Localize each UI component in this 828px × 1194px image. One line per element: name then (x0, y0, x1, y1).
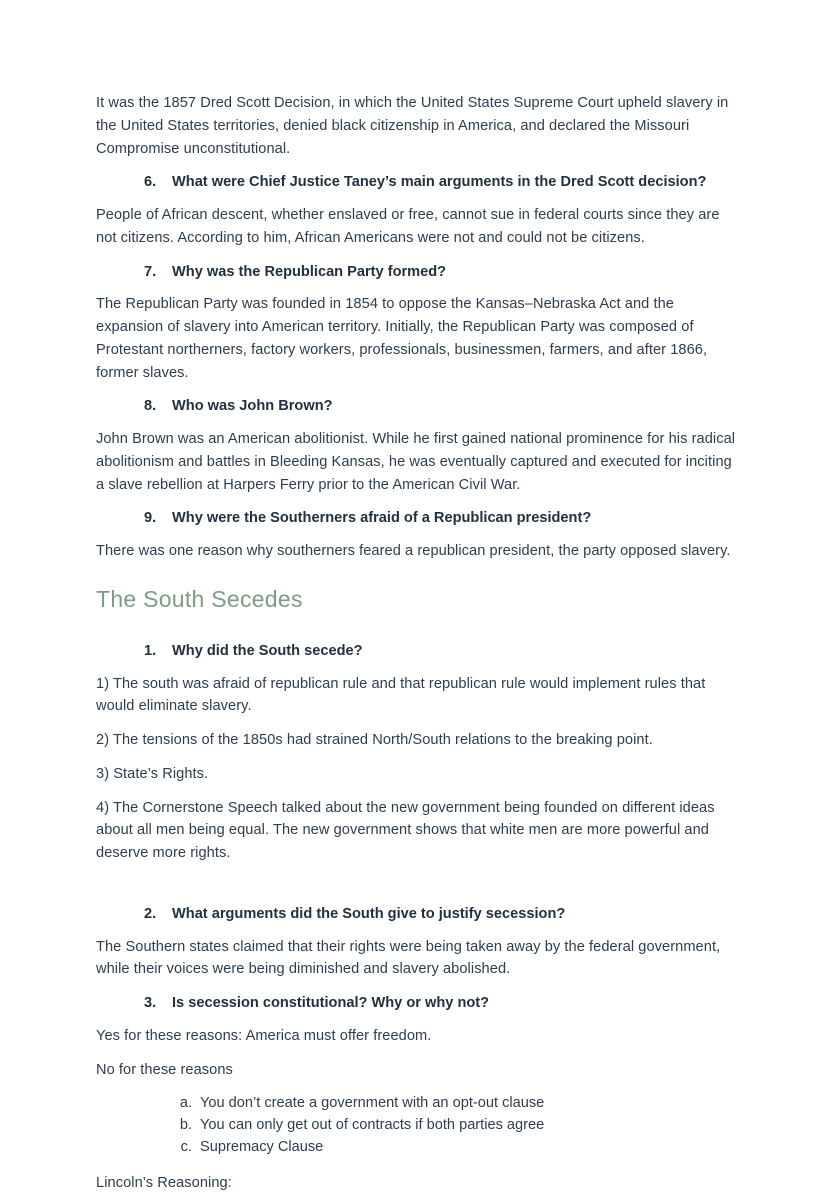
question-number-8: 8. (144, 398, 157, 415)
question-number-9: 9. (144, 510, 157, 527)
list-marker-b: b. (179, 1117, 192, 1134)
question-text-7: Why was the Republican Party formed? (172, 263, 447, 280)
list-item (168, 1093, 736, 1114)
answer-paragraph-9: There was one reason why southerners feared a republican president, the party opposed slavery. (96, 543, 731, 560)
section-answer-1-part-1: 1) The south was afraid of republican rule and that republican rule would implement rules that would eliminate slavery. (96, 675, 706, 715)
section-heading-the-south-secedes: The South Secedes (96, 586, 303, 613)
question-heading-6 (96, 171, 736, 194)
question-text-8: Who was John Brown? (172, 398, 333, 415)
section-question-heading-1 (96, 640, 736, 663)
question-text-9: Why were the Southerners afraid of a Republican president? (172, 510, 592, 527)
section-answer-1-part-2: 2) The tensions of the 1850s had strained North/South relations to the breaking point. (96, 732, 653, 749)
question-text-6: What were Chief Justice Taney’s main arguments in the Dred Scott decision? (172, 174, 707, 191)
answer-paragraph-6: People of African descent, whether enslaved or free, cannot sue in federal courts since they are not citizens. According to him, African Americans were not and could not be citizens. (96, 207, 720, 246)
answer-paragraph-7: The Republican Party was founded in 1854 to oppose the Kansas–Nebraska Act and the expansion of slavery into American territory. Initially, the Republican Party was composed of Protestant northerners, factory workers, professionals, businessmen, farmers, and after 1866, former slaves. (96, 296, 708, 381)
section-question-number-1: 1. (144, 642, 157, 659)
section-question-heading-3 (96, 992, 736, 1015)
list-marker-a: a. (179, 1095, 192, 1112)
paragraph-spacer (96, 876, 736, 903)
section-answer-1-part-4: 4) The Cornerstone Speech talked about the new government being founded on different ideas about all men being equal. The new government shows that white men are more powerful and deserve more rights. (96, 799, 715, 862)
list-text-c: Supremacy Clause (200, 1138, 324, 1155)
section-question-text-3: Is secession constitutional? Why or why not? (172, 995, 490, 1012)
list-text-b: You can only get out of contracts if both parties agree (200, 1117, 545, 1134)
answer-paragraph-8: John Brown was an American abolitionist. While he first gained national prominence for his radical abolitionism and battles in Bleeding Kansas, he was eventually captured and executed for inciting a slave rebellion at Harpers Ferry prior to the American Civil War. (96, 431, 736, 493)
section-question-number-3: 3. (144, 995, 157, 1012)
document-body (96, 92, 736, 1194)
list-marker-c: c. (180, 1138, 192, 1155)
section-answer-3-no-line: No for these reasons (96, 1061, 233, 1078)
section-answer-1-part-3: 3) State’s Rights. (96, 765, 209, 782)
question-number-6: 6. (144, 174, 157, 191)
question-heading-8 (96, 395, 736, 418)
section-question-text-1: Why did the South secede? (172, 642, 363, 659)
question-number-7: 7. (144, 263, 157, 280)
section-question-heading-2 (96, 903, 736, 926)
list-item (168, 1115, 736, 1136)
list-item (168, 1137, 736, 1158)
section-question-text-2: What arguments did the South give to justify secession? (172, 905, 566, 922)
list-text-a: You don’t create a government with an opt-out clause (200, 1095, 545, 1112)
question-heading-7 (96, 261, 736, 284)
section-answer-paragraph-2: The Southern states claimed that their rights were being taken away by the federal government, while their voices were being diminished and slavery abolished. (96, 938, 721, 978)
intro-paragraph: It was the 1857 Dred Scott Decision, in which the United States Supreme Court upheld slavery in the United States territories, denied black citizenship in America, and declared the Missouri Compromise unconstitutional. (96, 95, 729, 157)
section-answer-3-yes-line: Yes for these reasons: America must offer freedom. (96, 1027, 432, 1044)
no-reasons-list (96, 1093, 736, 1157)
section-question-number-2: 2. (144, 905, 157, 922)
question-heading-9 (96, 507, 736, 530)
lincolns-reasoning-line: Lincoln’s Reasoning: (96, 1174, 232, 1191)
